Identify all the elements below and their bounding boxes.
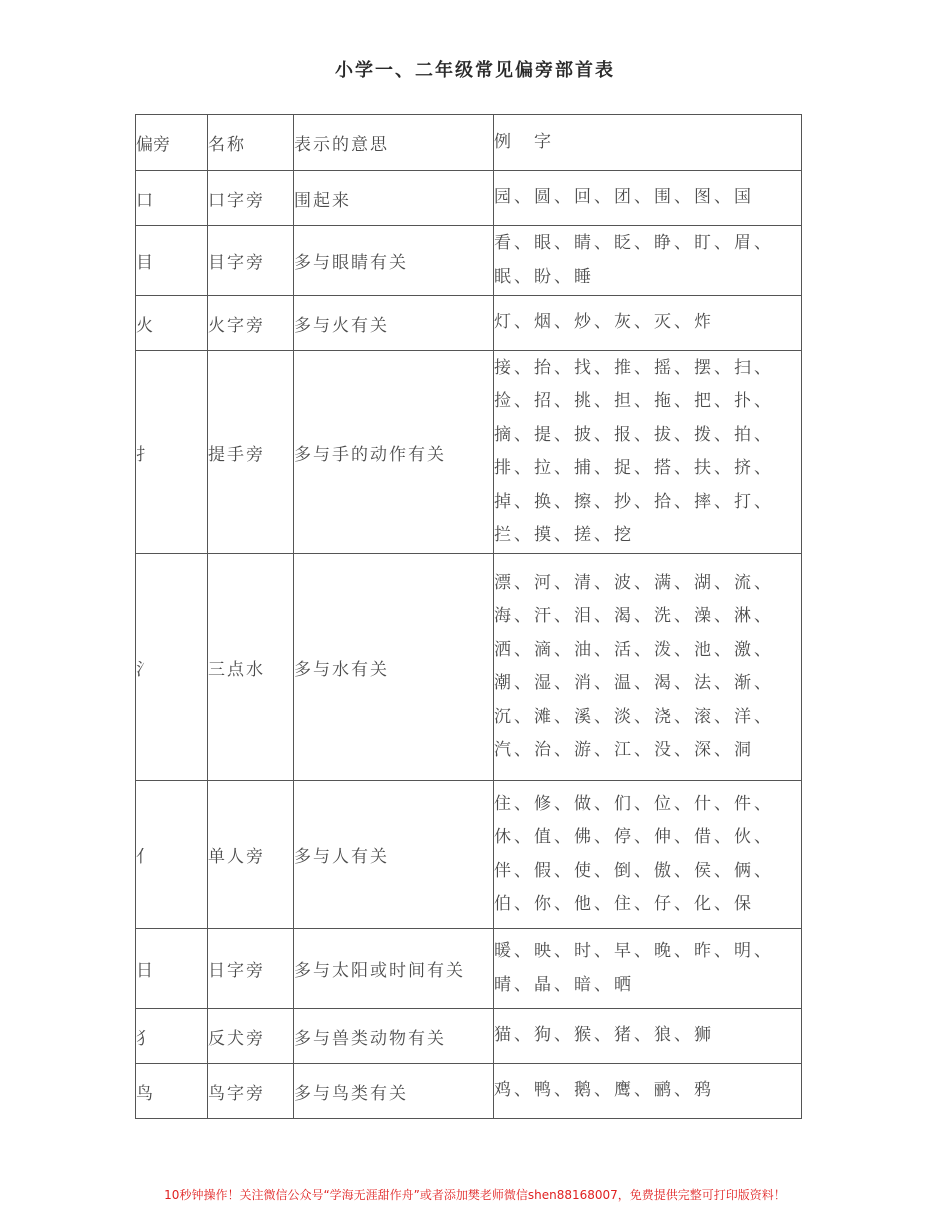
cell-radical: 火	[136, 296, 208, 351]
cell-radical: 氵	[136, 554, 208, 781]
cell-meaning: 围起来	[294, 171, 494, 226]
cell-examples: 接、抬、找、推、摇、摆、扫、捡、招、挑、担、拖、把、扑、摘、提、披、报、拔、拨、拍、排、拉、捕、捉、搭、扶、挤、掉、换、擦、抄、拾、摔、打、拦、摸、搓、挖	[494, 351, 802, 554]
cell-radical: 日	[136, 929, 208, 1009]
table-body	[136, 115, 802, 1119]
cell-radical: 目	[136, 226, 208, 296]
cell-name: 单人旁	[208, 781, 294, 929]
header-radical: 偏旁	[136, 115, 208, 171]
radicals-table	[135, 114, 802, 1119]
cell-name: 提手旁	[208, 351, 294, 554]
table-row	[136, 554, 802, 781]
cell-name: 日字旁	[208, 929, 294, 1009]
cell-meaning: 多与火有关	[294, 296, 494, 351]
header-examples: 例 字	[494, 115, 802, 171]
page-title: 小学一、二年级常见偏旁部首表	[335, 60, 615, 81]
table-row	[136, 171, 802, 226]
cell-name: 鸟字旁	[208, 1064, 294, 1119]
cell-name: 口字旁	[208, 171, 294, 226]
cell-examples: 漂、河、清、波、满、湖、流、海、汗、泪、渴、洗、澡、淋、洒、滴、油、活、泼、池、激、潮、湿、消、温、渴、法、渐、沉、滩、溪、淡、浇、滚、洋、汽、治、游、江、没、深、洞	[494, 554, 802, 781]
cell-meaning: 多与手的动作有关	[294, 351, 494, 554]
cell-examples: 住、修、做、们、位、什、件、休、值、佛、停、伸、借、伙、伴、假、使、倒、傲、侯、俩、伯、你、他、住、仔、化、保	[494, 781, 802, 929]
cell-name: 火字旁	[208, 296, 294, 351]
table-row	[136, 1009, 802, 1064]
cell-name: 三点水	[208, 554, 294, 781]
cell-examples: 灯、烟、炒、灰、灭、炸	[494, 296, 802, 351]
table-row	[136, 351, 802, 554]
header-meaning: 表示的意思	[294, 115, 494, 171]
header-name: 名称	[208, 115, 294, 171]
cell-meaning: 多与眼睛有关	[294, 226, 494, 296]
cell-meaning: 多与水有关	[294, 554, 494, 781]
table-row	[136, 296, 802, 351]
cell-radical: 鸟	[136, 1064, 208, 1119]
cell-meaning: 多与人有关	[294, 781, 494, 929]
table-header-row	[136, 115, 802, 171]
table-row	[136, 929, 802, 1009]
cell-examples: 鸡、鸭、鹅、鹰、鹂、鸦	[494, 1064, 802, 1119]
cell-examples: 园、圆、回、团、围、图、国	[494, 171, 802, 226]
cell-meaning: 多与兽类动物有关	[294, 1009, 494, 1064]
cell-radical: 犭	[136, 1009, 208, 1064]
cell-radical: 扌	[136, 351, 208, 554]
cell-name: 反犬旁	[208, 1009, 294, 1064]
table-row	[136, 226, 802, 296]
cell-radical: 口	[136, 171, 208, 226]
table-row	[136, 1064, 802, 1119]
cell-meaning: 多与太阳或时间有关	[294, 929, 494, 1009]
cell-meaning: 多与鸟类有关	[294, 1064, 494, 1119]
cell-radical: 亻	[136, 781, 208, 929]
cell-examples: 看、眼、睛、眨、睁、盯、眉、眠、盼、睡	[494, 226, 802, 296]
cell-examples: 猫、狗、猴、猪、狼、狮	[494, 1009, 802, 1064]
promo-footer: 10秒钟操作！关注微信公众号“学海无涯甜作舟”或者添加樊老师微信shen88168007，免费提供完整可打印版资料！	[164, 1188, 786, 1202]
cell-examples: 暖、映、时、早、晚、昨、明、晴、晶、暗、晒	[494, 929, 802, 1009]
cell-name: 目字旁	[208, 226, 294, 296]
table-row	[136, 781, 802, 929]
